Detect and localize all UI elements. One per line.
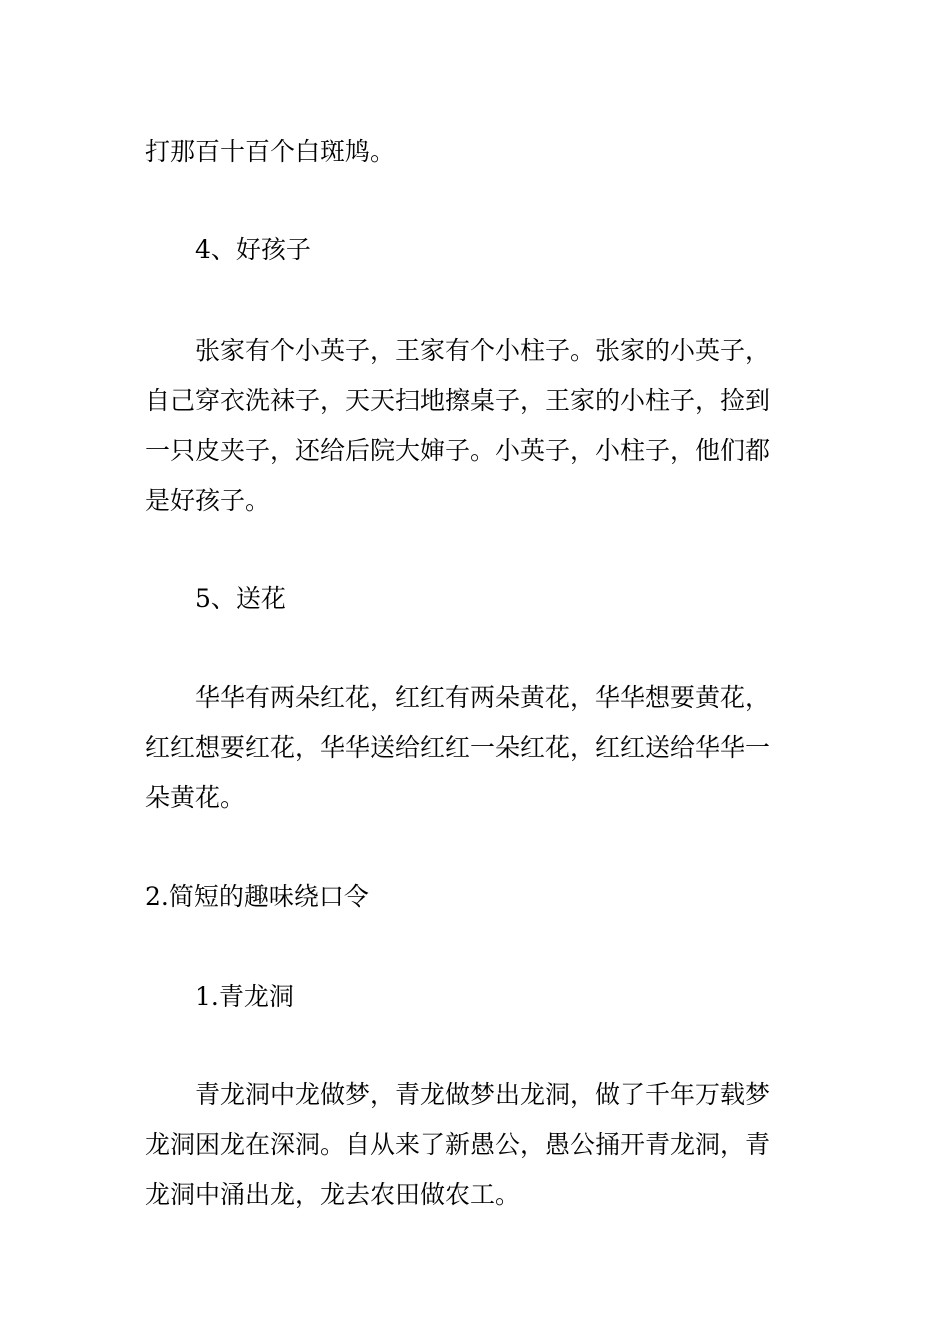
item4-line-1: 张家有个小英子，王家有个小柱子。张家的小英子， <box>195 336 771 365</box>
item5-line-1: 华华有两朵红花，红红有两朵黄花，华华想要黄花， <box>195 683 771 712</box>
qinglongdong-line-3: 龙洞中涌出龙，龙去农田做农工。 <box>145 1180 521 1209</box>
section2-heading: 2.简短的趣味绕口令 <box>145 882 369 911</box>
qinglongdong-heading: 1.青龙洞 <box>195 982 294 1011</box>
item5-paragraph <box>145 673 815 823</box>
qinglongdong-paragraph <box>145 1070 815 1220</box>
item4-line-3: 一只皮夹子，还给后院大婶子。小英子，小柱子，他们都 <box>145 436 771 465</box>
continuation-text: 打那百十百个白斑鸠。 <box>145 137 396 166</box>
qinglongdong-line-1: 青龙洞中龙做梦，青龙做梦出龙洞，做了千年万载梦 <box>195 1080 771 1109</box>
item4-line-2: 自己穿衣洗袜子，天天扫地擦桌子，王家的小柱子，捡到 <box>145 386 771 415</box>
item5-heading: 5、送花 <box>195 584 286 613</box>
item4-paragraph <box>145 326 815 526</box>
item4-heading: 4、好孩子 <box>195 235 311 264</box>
item5-line-3: 朵黄花。 <box>145 783 246 812</box>
item5-line-2: 红红想要红花，华华送给红红一朵红花，红红送给华华一 <box>145 733 771 762</box>
item4-line-4: 是好孩子。 <box>145 486 271 515</box>
qinglongdong-line-2: 龙洞困龙在深洞。自从来了新愚公，愚公捅开青龙洞，青 <box>145 1130 771 1159</box>
